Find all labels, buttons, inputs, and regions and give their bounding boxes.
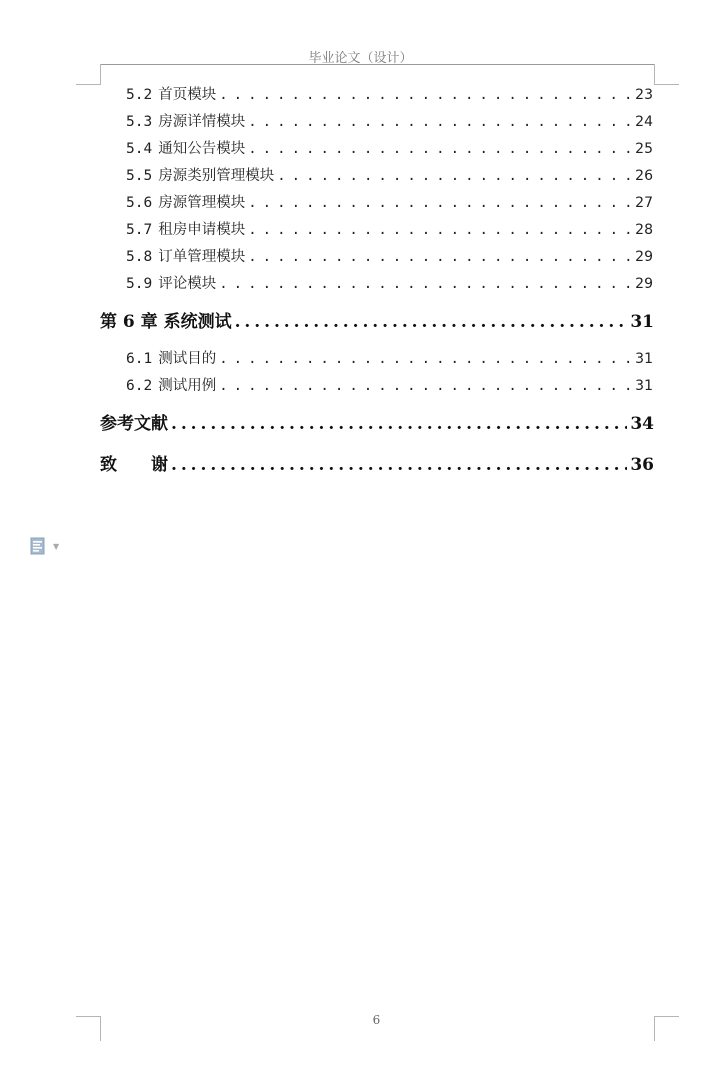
toc-entry[interactable] — [126, 167, 653, 185]
toc-entry[interactable] — [126, 221, 653, 239]
toc-dot-leader — [171, 413, 627, 435]
toc-chapter-entry[interactable] — [100, 454, 654, 476]
toc-entry-title: 首页模块 — [158, 87, 217, 103]
toc-entry[interactable] — [126, 248, 653, 266]
toc-dot-leader — [248, 248, 630, 266]
toc-entry[interactable] — [126, 350, 653, 368]
paste-options-icon[interactable] — [30, 537, 46, 555]
toc-dot-leader — [248, 140, 630, 158]
toc-page-number: 29 — [635, 276, 653, 292]
toc-dot-leader — [219, 86, 630, 104]
toc-dot-leader — [219, 377, 630, 395]
toc-dot-leader — [219, 350, 630, 368]
toc-entry-title: 房源详情模块 — [158, 114, 246, 130]
toc-dot-leader — [171, 454, 627, 476]
toc-entry-number: 5.2 — [126, 87, 153, 103]
toc-entry[interactable] — [126, 377, 653, 395]
toc-entry-title: 租房申请模块 — [158, 222, 246, 238]
toc-chapter-title: 第 6 章 系统测试 — [100, 312, 232, 332]
toc-entry[interactable] — [126, 194, 653, 212]
toc-page-number: 23 — [635, 87, 653, 103]
toc-page-number: 26 — [635, 168, 653, 184]
toc-dot-leader — [248, 194, 630, 212]
toc-entry[interactable] — [126, 140, 653, 158]
toc-page-number: 31 — [635, 378, 653, 394]
toc-chapter-title: 致 谢 — [100, 455, 168, 475]
toc-entry-number: 5.6 — [126, 195, 153, 211]
toc-page-number: 25 — [635, 141, 653, 157]
toc-entry[interactable] — [126, 86, 653, 104]
toc-entry-number: 5.8 — [126, 249, 153, 265]
toc-page-number: 31 — [635, 351, 653, 367]
toc-entry-number: 5.7 — [126, 222, 153, 238]
toc-dot-leader — [277, 167, 630, 185]
toc-entry-title: 通知公告模块 — [158, 141, 246, 157]
toc-entry-number: 6.1 — [126, 351, 153, 367]
toc-dot-leader — [248, 113, 630, 131]
toc-entry-title: 测试目的 — [158, 351, 217, 367]
page-number: 6 — [372, 1013, 381, 1027]
header-rule — [100, 64, 654, 65]
toc-entry-number: 6.2 — [126, 378, 153, 394]
toc-dot-leader — [219, 275, 630, 293]
page-header: 毕业论文（设计） — [308, 51, 413, 66]
toc-dot-leader — [248, 221, 630, 239]
toc-entry-title: 评论模块 — [158, 276, 217, 292]
toc-entry-title: 房源类别管理模块 — [158, 168, 275, 184]
toc-page-number: 24 — [635, 114, 653, 130]
toc-entry-title: 测试用例 — [158, 378, 217, 394]
toc-page-number: 31 — [630, 312, 654, 332]
toc-chapter-title: 参考文献 — [100, 414, 168, 434]
toc-page-number: 34 — [630, 414, 654, 434]
toc-page-number: 36 — [630, 455, 654, 475]
toc-chapter-entry[interactable] — [100, 311, 654, 333]
toc-page-number: 28 — [635, 222, 653, 238]
toc-dot-leader — [235, 311, 627, 333]
chevron-down-icon[interactable]: ▼ — [53, 542, 60, 551]
toc-entry-number: 5.9 — [126, 276, 153, 292]
toc-entry[interactable] — [126, 275, 653, 293]
toc-entry-number: 5.4 — [126, 141, 153, 157]
toc-entry-title: 房源管理模块 — [158, 195, 246, 211]
toc-entry-number: 5.5 — [126, 168, 153, 184]
toc-chapter-entry[interactable] — [100, 413, 654, 435]
crop-mark-top-left — [76, 64, 101, 85]
toc-entry-number: 5.3 — [126, 114, 153, 130]
toc-page-number: 29 — [635, 249, 653, 265]
toc-entry-title: 订单管理模块 — [158, 249, 246, 265]
toc-entry[interactable] — [126, 113, 653, 131]
crop-mark-top-right — [654, 64, 679, 85]
toc-page-number: 27 — [635, 195, 653, 211]
